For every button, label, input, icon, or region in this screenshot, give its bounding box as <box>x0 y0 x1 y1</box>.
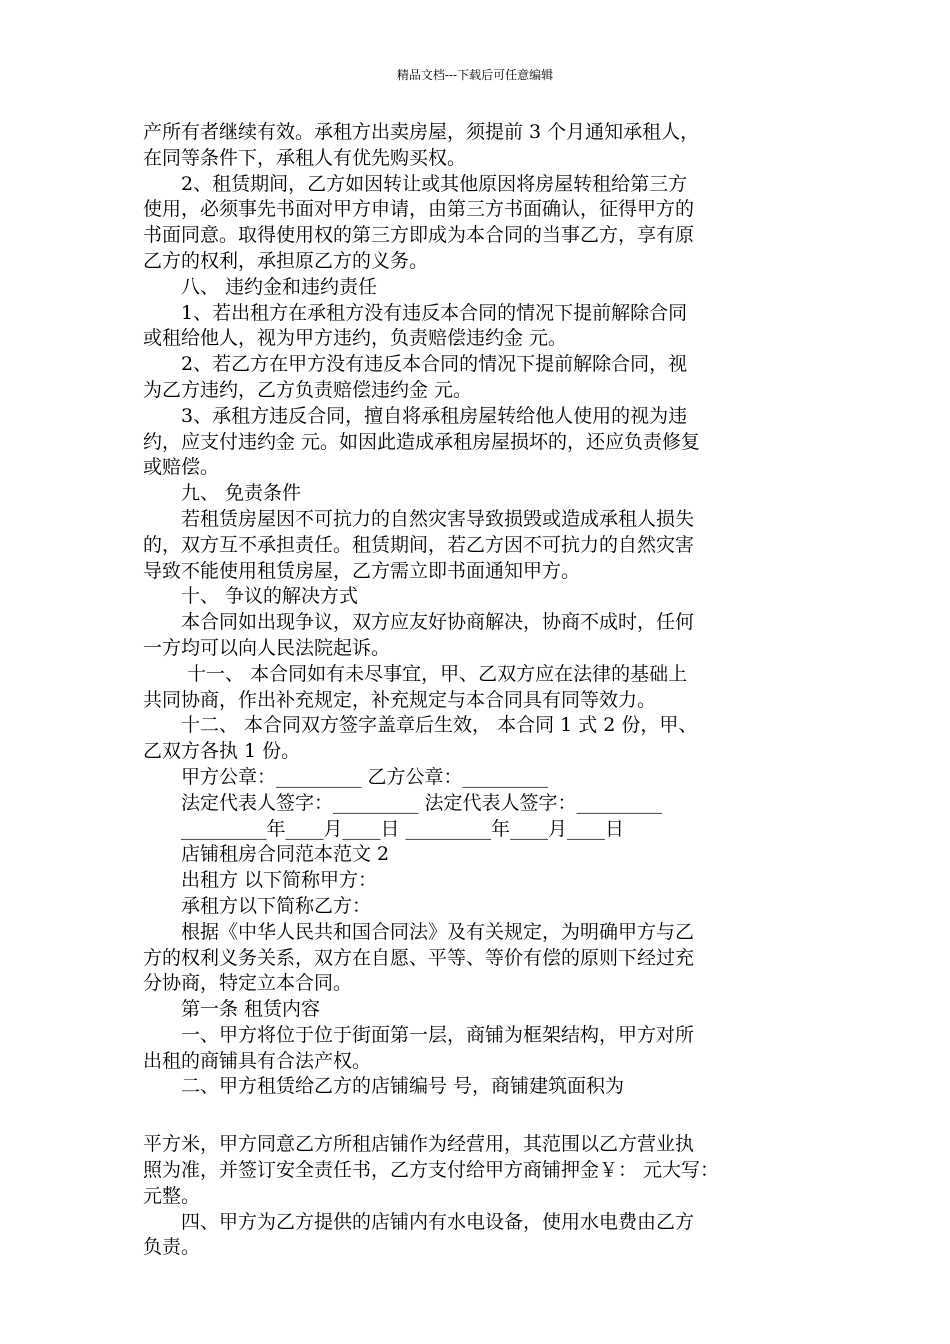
text-line: 在同等条件下，承租人有优先购买权。 <box>143 146 467 169</box>
text-line: 二、甲方租赁给乙方的店铺编号 号，商铺建筑面积为 <box>143 1075 625 1098</box>
text-line: 导致不能使用租赁房屋，乙方需立即书面通知甲方。 <box>143 559 581 582</box>
text-line: 使用，必须事先书面对甲方申请，由第三方书面确认，征得甲方的 <box>143 198 695 221</box>
text-line: 十一、 本合同如有未尽事宜，甲、乙双方应在法律的基础上 <box>143 662 688 685</box>
text-line: 分协商，特定立本合同。 <box>143 972 353 995</box>
text-line: 2、若乙方在甲方没有违反本合同的情况下提前解除合同，视 <box>143 353 688 376</box>
text-line: 方的权利义务关系，双方在自愿、平等、等价有偿的原则下经过充 <box>143 946 695 969</box>
text-line: 十、 争议的解决方式 <box>143 585 359 608</box>
text-line: 照为准，并签订安全责任书，乙方支付给甲方商铺押金￥： 元大写： <box>143 1159 720 1182</box>
page-header: 精品文档---下载后可任意编辑 <box>396 68 554 82</box>
text-line: 共同协商，作出补充规定，补充规定与本合同具有同等效力。 <box>143 688 657 711</box>
text-line: 1、若出租方在承租方没有违反本合同的情况下提前解除合同 <box>143 301 688 324</box>
blank-gap <box>143 1100 815 1132</box>
text-line: 或租给他人，视为甲方违约，负责赔偿违约金 元。 <box>143 327 568 350</box>
text-line: 为乙方违约，乙方负责赔偿违约金 元。 <box>143 378 473 401</box>
text-line: 乙方的权利，承担原乙方的义务。 <box>143 249 429 272</box>
text-line: 九、 免责条件 <box>143 482 302 505</box>
text-line: 出租的商铺具有合法产权。 <box>143 1049 372 1072</box>
text-line: 店铺租房合同范本范文 2 <box>143 843 390 866</box>
text-line: 出租方 以下简称甲方： <box>143 869 378 892</box>
text-line: 一、甲方将位于位于街面第一层，商铺为框架结构，甲方对所 <box>143 1023 695 1046</box>
text-line: 十二、 本合同双方签字盖章后生效， 本合同 1 式 2 份，甲、 <box>143 714 698 737</box>
text-line: 3、承租方违反合同，擅自将承租房屋转给他人使用的视为违 <box>143 404 688 427</box>
text-line: 平方米，甲方同意乙方所租店铺作为经营用，其范围以乙方营业执 <box>143 1133 695 1156</box>
text-line: 八、 违约金和违约责任 <box>143 275 378 298</box>
text-line: 书面同意。取得使用权的第三方即成为本合同的当事乙方，享有原 <box>143 224 695 247</box>
text-line: 甲方公章：_________ 乙方公章：_________ <box>143 765 549 788</box>
text-line: 元整。 <box>143 1184 201 1207</box>
text-line: 第一条 租赁内容 <box>143 998 321 1021</box>
text-line: 根据《中华人民共和国合同法》及有关规定，为明确甲方与乙 <box>143 920 695 943</box>
text-line: 的，双方互不承担责任。租赁期间，若乙方因不可抗力的自然灾害 <box>143 533 695 556</box>
text-line: 本合同如出现争议，双方应友好协商解决，协商不成时，任何 <box>143 611 695 634</box>
text-line: 负责。 <box>143 1236 201 1259</box>
text-line: _________年____月____日 _________年____月____日 <box>143 817 625 840</box>
text-line: 乙双方各执 1 份。 <box>143 740 301 763</box>
text-line: 约，应支付违约金 元。如因此造成承租房屋损坏的，还应负责修复 <box>143 430 701 453</box>
text-line: 承租方以下简称乙方： <box>143 894 372 917</box>
text-line: 法定代表人签字：_________ 法定代表人签字：_________ <box>143 791 663 814</box>
text-line: 产所有者继续有效。承租方出卖房屋，须提前 3 个月通知承租人， <box>143 121 700 143</box>
text-line: 2、租赁期间，乙方如因转让或其他原因将房屋转租给第三方 <box>143 172 688 195</box>
text-line: 或赔偿。 <box>143 456 220 479</box>
text-line: 一方均可以向人民法院起诉。 <box>143 636 391 659</box>
text-line: 若租赁房屋因不可抗力的自然灾害导致损毁或造成承租人损失 <box>143 507 695 530</box>
text-line: 四、甲方为乙方提供的店铺内有水电设备，使用水电费由乙方 <box>143 1210 695 1233</box>
document-body <box>143 120 815 1261</box>
